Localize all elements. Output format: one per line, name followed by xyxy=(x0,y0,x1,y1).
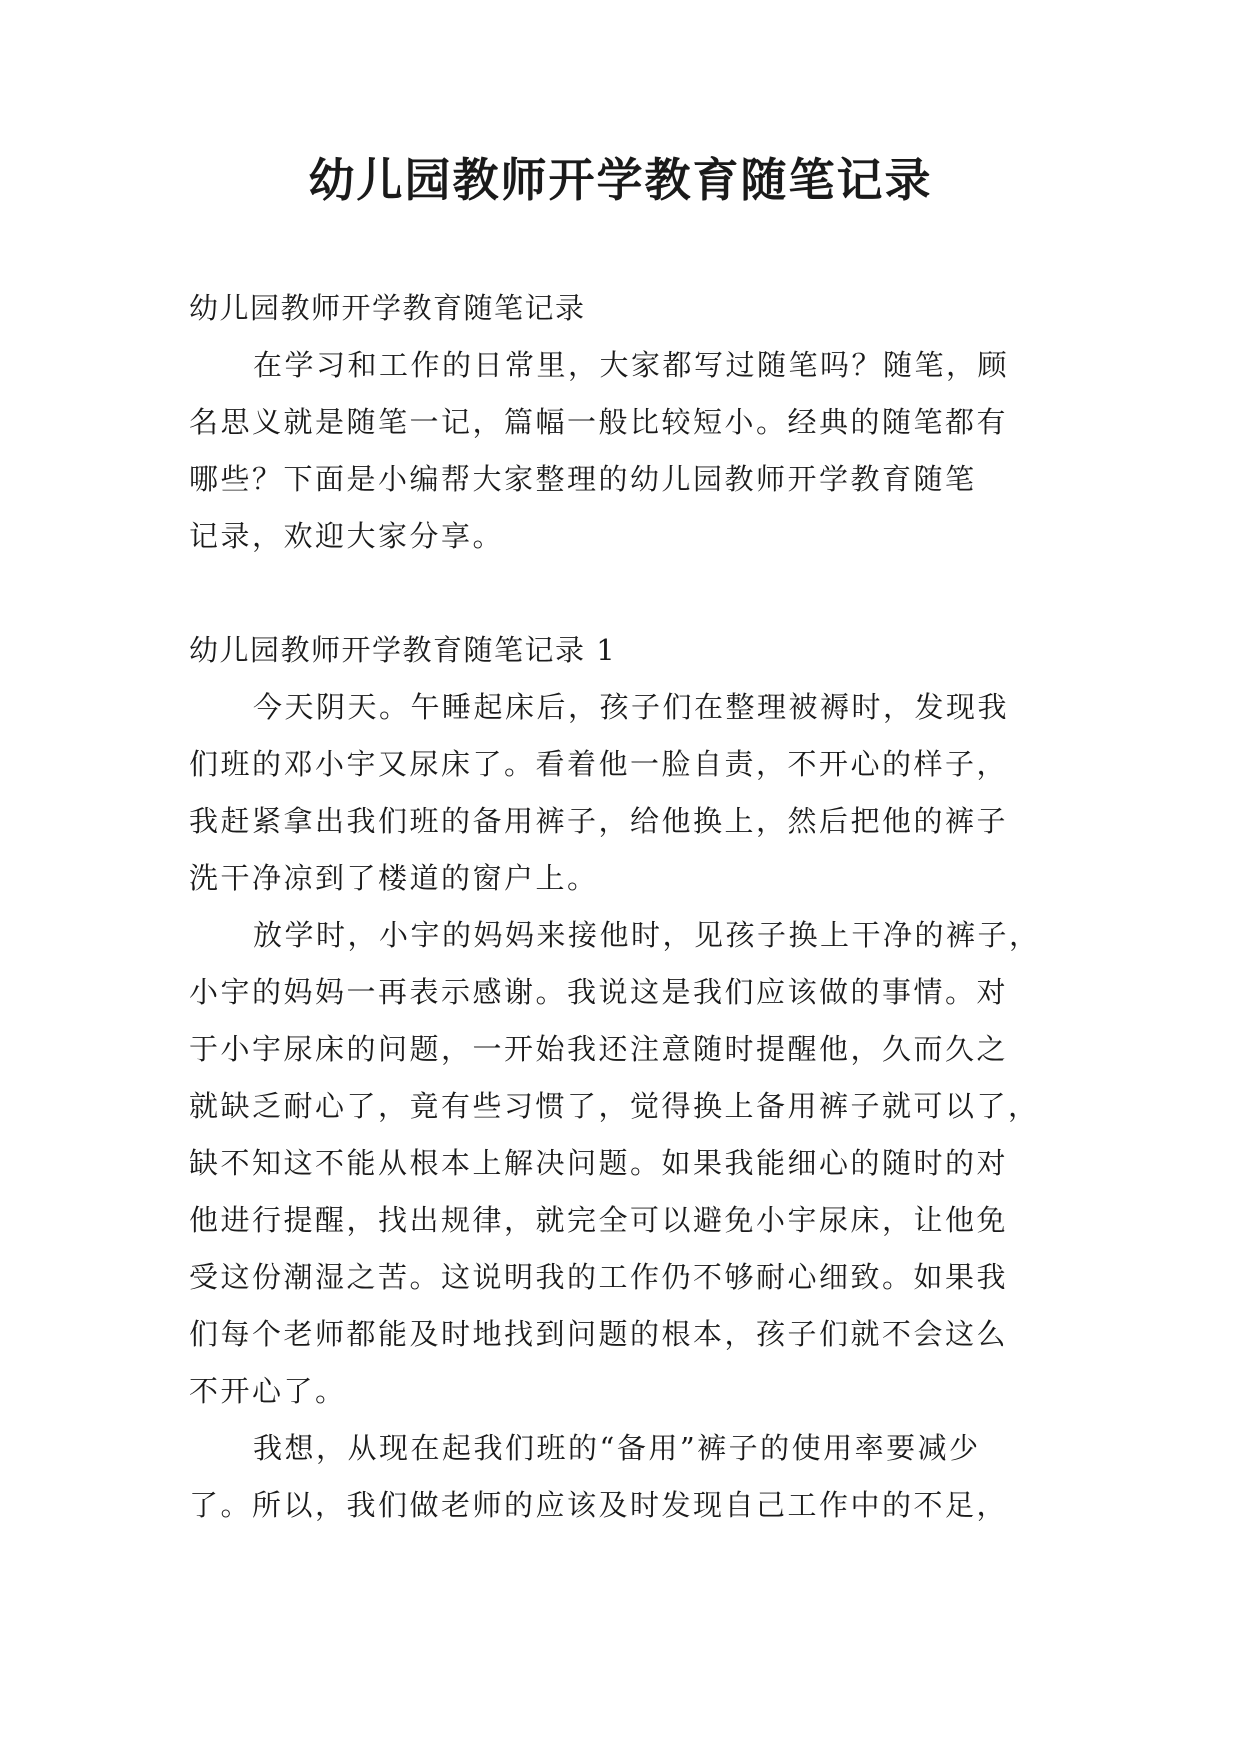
paragraph-line: 我赶紧拿出我们班的备用裤子，给他换上，然后把他的裤子 xyxy=(189,804,1009,838)
paragraph-line: 们班的邓小宇又尿床了。看着他一脸自责，不开心的样子， xyxy=(189,747,1009,781)
section-heading: 幼儿园教师开学教育随笔记录 1 xyxy=(189,633,617,667)
paragraph-line: 了。所以，我们做老师的应该及时发现自己工作中的不足， xyxy=(189,1488,1009,1522)
section-paragraph-1 xyxy=(189,679,1054,907)
document-title: 幼儿园教师开学教育随笔记录 xyxy=(308,153,933,207)
intro-paragraph xyxy=(189,337,1054,565)
paragraph-line: 放学时，小宇的妈妈来接他时，见孩子换上干净的裤子， xyxy=(253,918,1041,952)
paragraph-line: 哪些？下面是小编帮大家整理的幼儿园教师开学教育随笔 xyxy=(189,462,977,496)
paragraph-line: 记录，欢迎大家分享。 xyxy=(189,519,505,553)
section-spacer xyxy=(189,565,1054,622)
paragraph-line: 就缺乏耐心了，竟有些习惯了，觉得换上备用裤子就可以了， xyxy=(189,1089,1040,1123)
document-subtitle: 幼儿园教师开学教育随笔记录 xyxy=(189,291,586,325)
paragraph-line: 于小宇尿床的问题，一开始我还注意随时提醒他，久而久之 xyxy=(189,1032,1009,1066)
paragraph-line: 缺不知这不能从根本上解决问题。如果我能细心的随时的对 xyxy=(189,1146,1009,1180)
paragraph-line: 们每个老师都能及时地找到问题的根本，孩子们就不会这么 xyxy=(189,1317,1009,1351)
paragraph-line: 我想，从现在起我们班的“备用”裤子的使用率要减少 xyxy=(253,1431,981,1465)
section-paragraph-2 xyxy=(189,907,1054,1420)
paragraph-line: 洗干净凉到了楼道的窗户上。 xyxy=(189,861,599,895)
document-body xyxy=(189,280,1054,1534)
paragraph-line: 他进行提醒，找出规律，就完全可以避免小宇尿床，让他免 xyxy=(189,1203,1009,1237)
paragraph-line: 受这份潮湿之苦。这说明我的工作仍不够耐心细致。如果我 xyxy=(189,1260,1009,1294)
section-paragraph-3 xyxy=(189,1420,1054,1534)
paragraph-line: 在学习和工作的日常里，大家都写过随笔吗？随笔，顾 xyxy=(253,348,1010,382)
paragraph-line: 小宇的妈妈一再表示感谢。我说这是我们应该做的事情。对 xyxy=(189,975,1009,1009)
paragraph-line: 不开心了。 xyxy=(189,1374,347,1408)
paragraph-line: 名思义就是随笔一记，篇幅一般比较短小。经典的随笔都有 xyxy=(189,405,1009,439)
paragraph-line: 今天阴天。午睡起床后，孩子们在整理被褥时，发现我 xyxy=(253,690,1010,724)
